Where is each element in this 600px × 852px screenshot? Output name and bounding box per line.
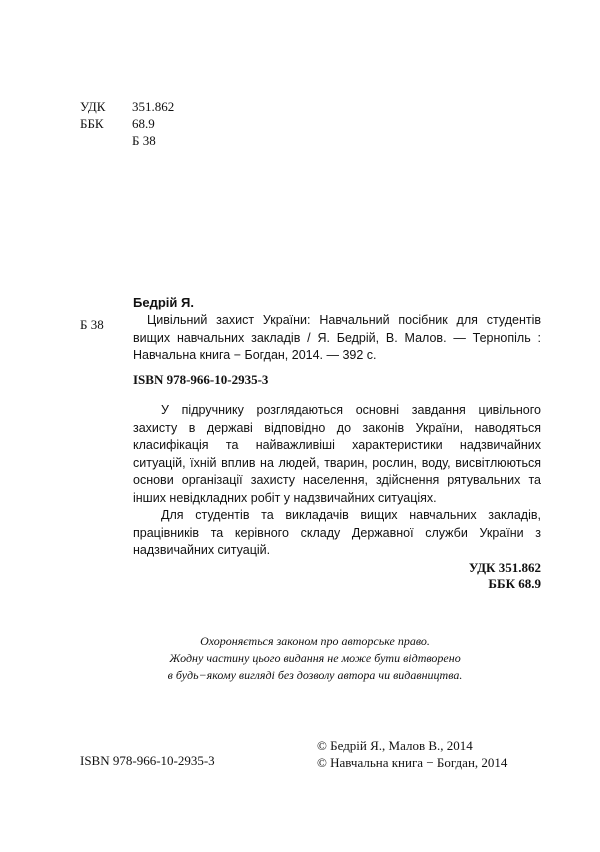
copyright-notice	[80, 633, 550, 684]
bbk-value: 68.9	[132, 116, 155, 131]
abstract-paragraph-1: У підручнику розглядаються основні завдання цивільного захисту в державі відповідно до законів України, наводяться класифікація та найважливіші характеристики надзвичайних ситуацій, їхній вплив на людей, тварин, рослин, воду, висвітлюються основи організації захисту населення, здійснення рятувальних та інших невідкладних робіт у надзвичайних ситуаціях.	[133, 403, 541, 505]
isbn-bottom: ISBN 978-966-10-2935-3	[80, 753, 215, 768]
udk-row	[80, 98, 174, 115]
bbk-row	[80, 115, 174, 132]
author-name: Бедрій Я.	[133, 295, 194, 310]
copyright-line-1: © Бедрій Я., Малов В., 2014	[317, 738, 473, 753]
classification-bottom	[469, 560, 541, 592]
copyright-line-2: © Навчальна книга − Богдан, 2014	[317, 755, 508, 770]
bibliographic-entry	[133, 294, 541, 365]
cutter-row	[80, 132, 174, 149]
isbn-main: ISBN 978-966-10-2935-3	[133, 372, 269, 387]
bbk-label: ББК	[80, 116, 104, 131]
notice-line-1: Охороняється законом про авторське право.	[200, 634, 430, 648]
classification-block	[80, 98, 174, 149]
bibliographic-description: Цивільний захист України: Навчальний посібник для студентів вищих навчальних закладів / Я. Бедрій, В. Малов. — Тернопіль : Навчальна книга − Богдан, 2014. — 392 с.	[133, 313, 541, 362]
bbk-bottom: ББК 68.9	[488, 576, 541, 591]
udk-label: УДК	[80, 99, 106, 114]
abstract-paragraph-2: Для студентів та викладачів вищих навчальних закладів, працівників та керівного складу Державної служби України з надзвичайних ситуацій.	[133, 508, 541, 557]
cutter-side-mark: Б 38	[80, 317, 104, 332]
abstract	[133, 402, 541, 560]
notice-line-3: в будь−якому вигляді без дозволу автора чи видавництва.	[167, 668, 463, 682]
copyright-block	[317, 737, 507, 771]
udk-bottom: УДК 351.862	[468, 560, 541, 575]
notice-line-2: Жодну частину цього видання не може бути відтворено	[169, 651, 461, 665]
cutter-value: Б 38	[132, 133, 156, 148]
udk-value: 351.862	[132, 99, 175, 114]
